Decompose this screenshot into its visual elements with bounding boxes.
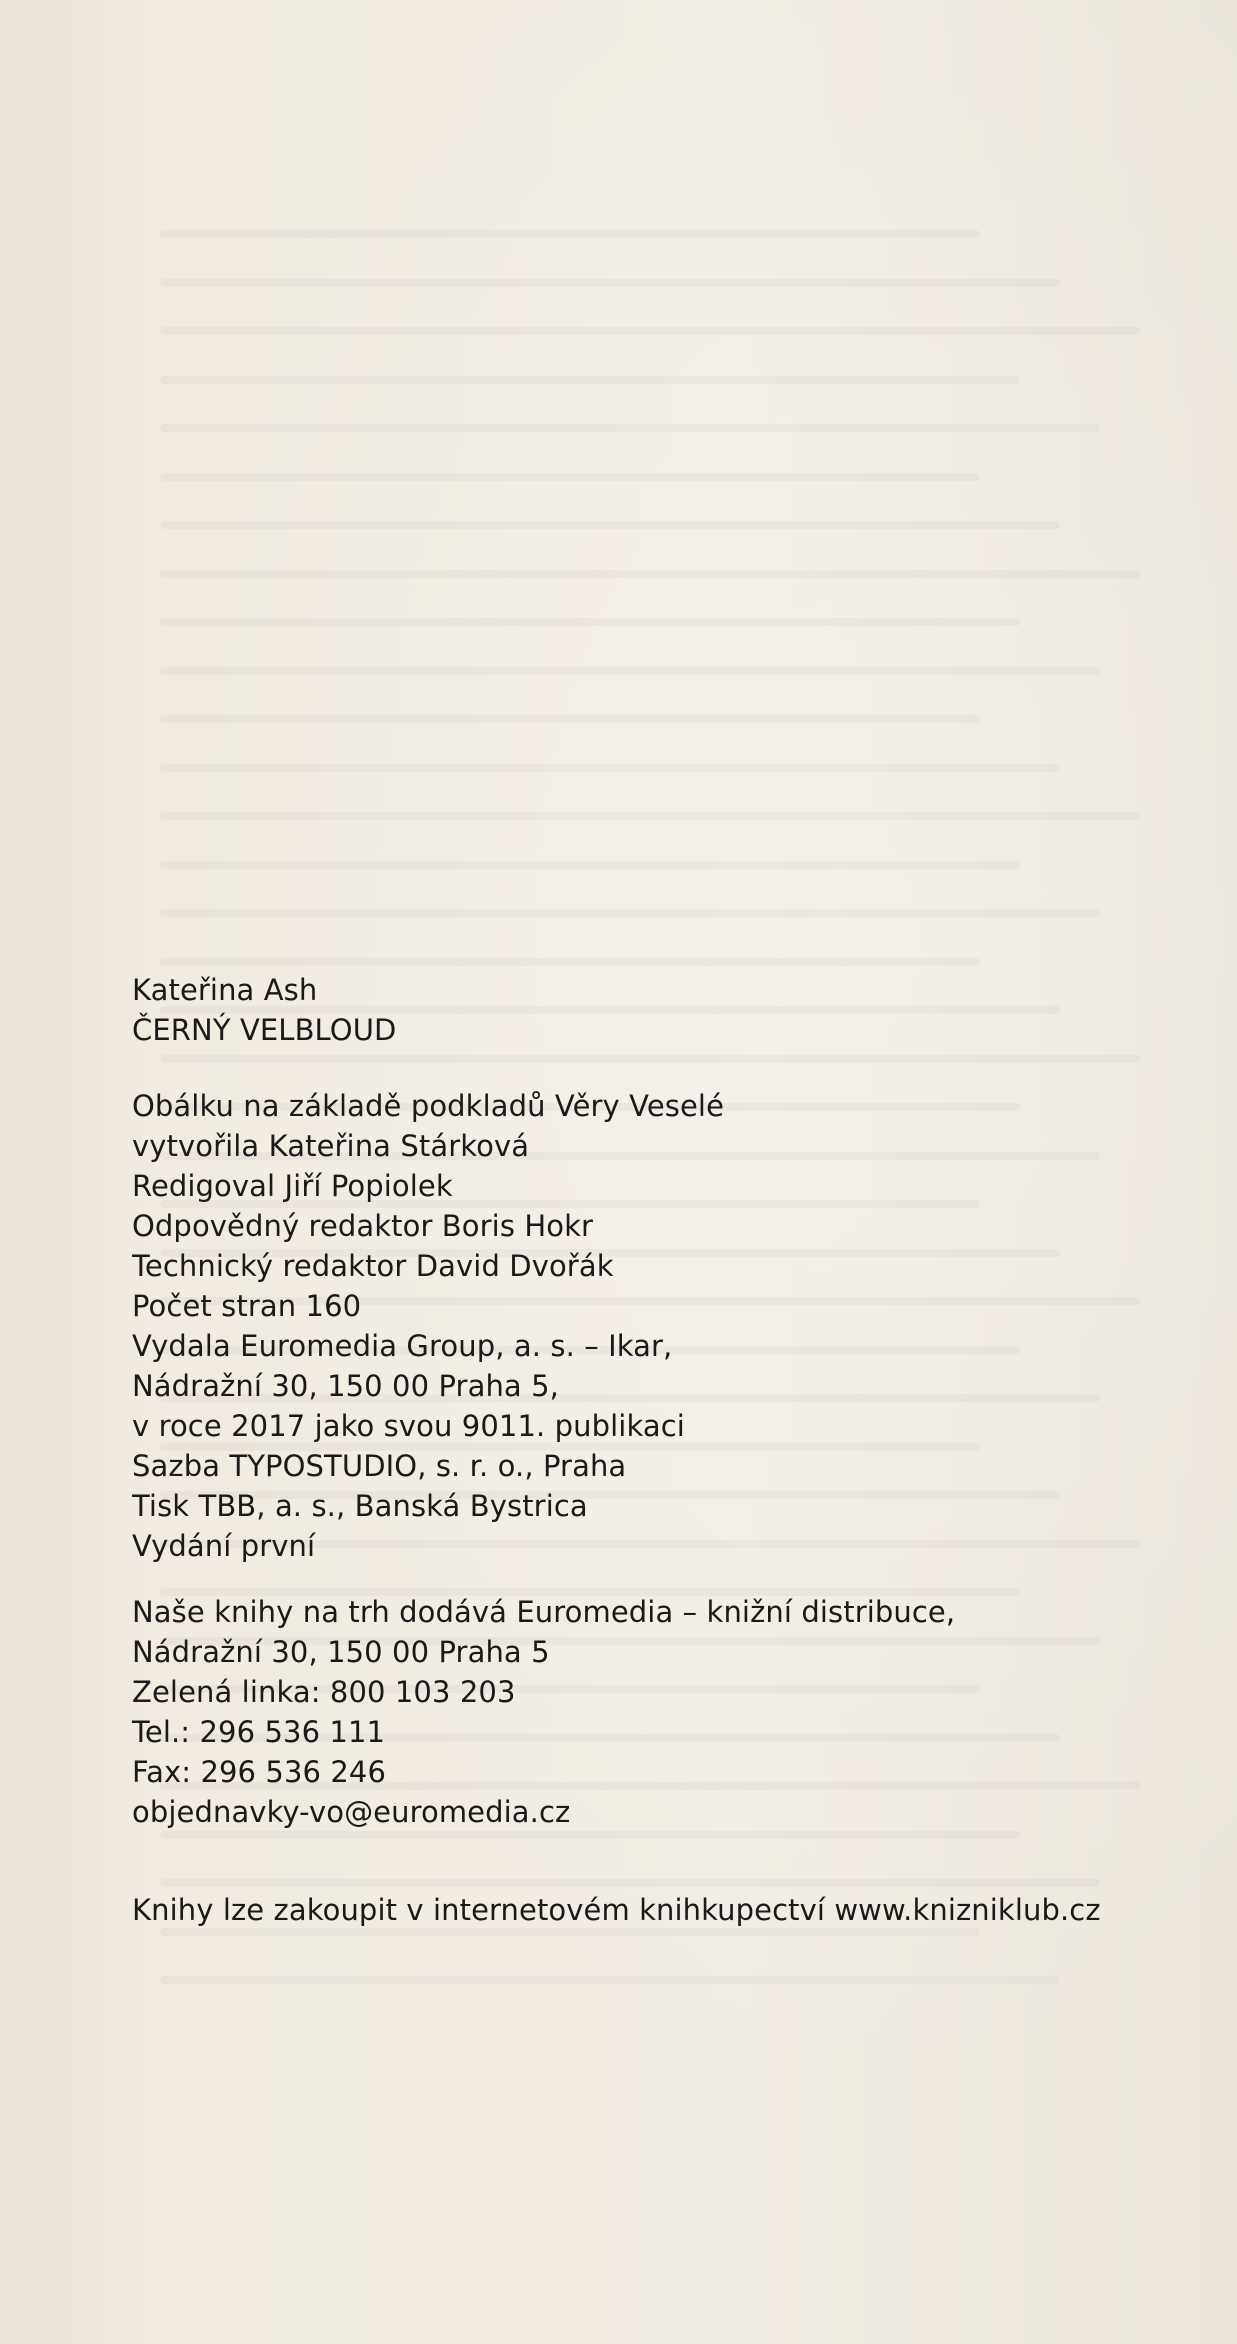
distribution-line: Tel.: 296 536 111 <box>132 1715 386 1749</box>
credit-line: Vydala Euromedia Group, a. s. – Ikar, <box>132 1329 673 1363</box>
credit-line: v roce 2017 jako svou 9011. publikaci <box>132 1409 685 1443</box>
distribution-block <box>132 1592 1152 1832</box>
distribution-line: Zelená linka: 800 103 203 <box>132 1675 516 1709</box>
book-title: ČERNÝ VELBLOUD <box>132 1013 397 1047</box>
show-through-line <box>160 764 1060 772</box>
show-through-line <box>160 521 1060 529</box>
colophon <box>132 970 1152 1930</box>
show-through-line <box>160 424 1100 432</box>
show-through-line <box>160 570 1140 578</box>
show-through-line <box>160 667 1100 675</box>
show-through-line <box>160 230 980 238</box>
shop-note: Knihy lze zakoupit v internetovém knihkupectví www.knizniklub.cz <box>132 1893 1101 1927</box>
credit-line: vytvořila Kateřina Stárková <box>132 1129 530 1163</box>
credit-line: Tisk TBB, a. s., Banská Bystrica <box>132 1489 588 1523</box>
credit-line: Redigoval Jiří Popiolek <box>132 1169 453 1203</box>
distribution-line: Nádražní 30, 150 00 Praha 5 <box>132 1635 550 1669</box>
show-through-line <box>160 909 1100 917</box>
credit-line: Vydání první <box>132 1529 316 1563</box>
author-name: Kateřina Ash <box>132 973 318 1007</box>
credit-line: Nádražní 30, 150 00 Praha 5, <box>132 1369 559 1403</box>
credit-line: Sazba TYPOSTUDIO, s. r. o., Praha <box>132 1449 627 1483</box>
show-through-line <box>160 861 1020 869</box>
show-through-line <box>160 473 980 481</box>
credit-line: Odpovědný redaktor Boris Hokr <box>132 1209 594 1243</box>
show-through-line <box>160 327 1140 335</box>
distribution-line: Naše knihy na trh dodává Euromedia – knižní distribuce, <box>132 1595 956 1629</box>
credits-block <box>132 1086 1152 1566</box>
distribution-line: Fax: 296 536 246 <box>132 1755 387 1789</box>
credit-line: Obálku na základě podkladů Věry Veselé <box>132 1089 725 1123</box>
show-through-line <box>160 376 1020 384</box>
show-through-line <box>160 812 1140 820</box>
show-through-line <box>160 1976 1060 1984</box>
show-through-line <box>160 715 980 723</box>
show-through-line <box>160 958 980 966</box>
show-through-line <box>160 618 1020 626</box>
credit-line: Počet stran 160 <box>132 1289 362 1323</box>
distribution-email: objednavky-vo@euromedia.cz <box>132 1795 571 1829</box>
show-through-line <box>160 279 1060 287</box>
credit-line: Technický redaktor David Dvořák <box>132 1249 614 1283</box>
